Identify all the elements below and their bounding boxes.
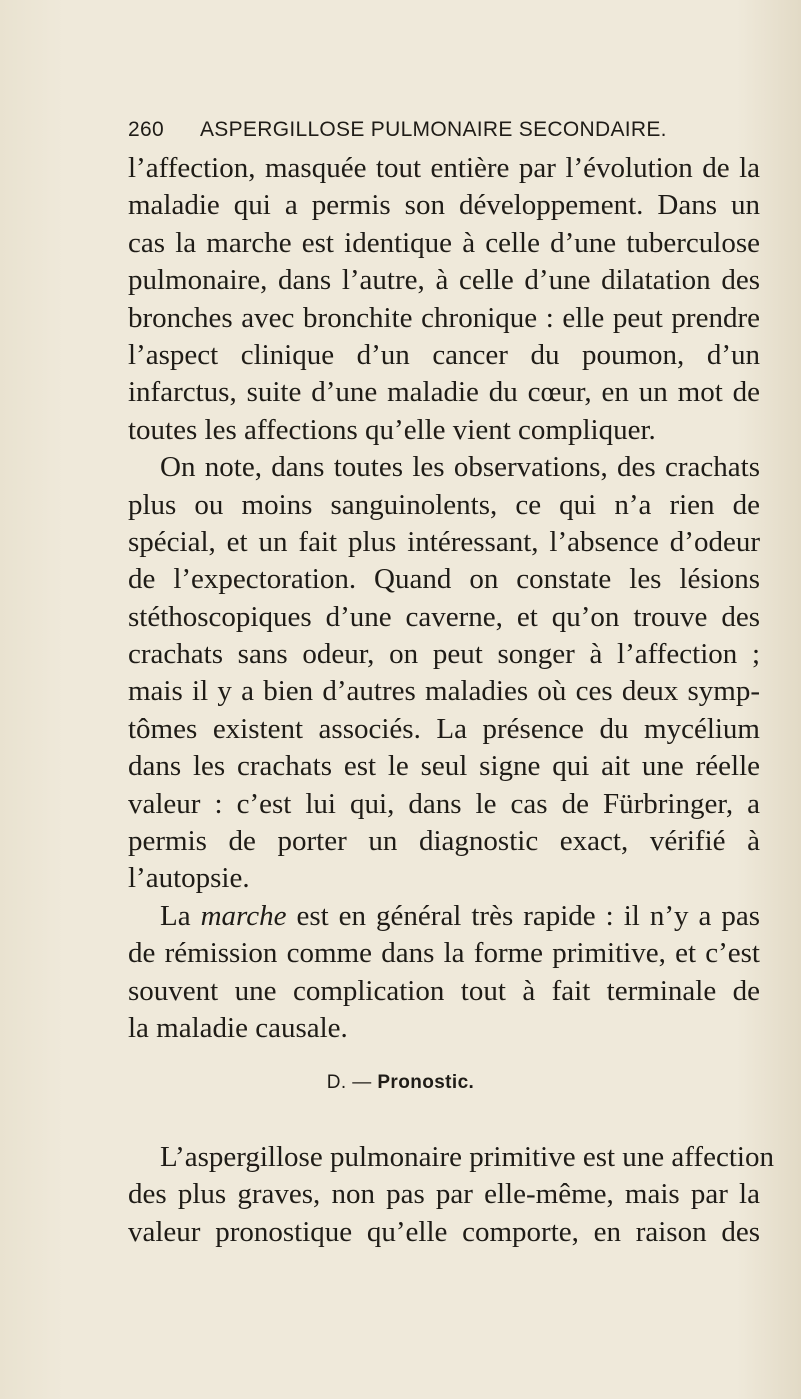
text-line: l’autopsie. <box>128 862 250 895</box>
section-heading <box>0 1072 801 1094</box>
text-line: infarctus, suite d’une maladie du cœur, en un mot de <box>128 376 760 409</box>
running-head: ASPERGILLOSE PULMONAIRE SECONDAIRE. <box>200 118 667 141</box>
text-line: l’affection, masquée tout entière par l’évolution de la <box>128 152 760 184</box>
text-line: bronches avec bronchite chronique : elle peut prendre <box>128 301 760 334</box>
text-line: spécial, et un fait plus intéressant, l’absence d’odeur <box>128 525 760 558</box>
body-text <box>128 1139 774 1251</box>
text-line: valeur pronostique qu’elle comporte, en raison des <box>128 1215 760 1248</box>
text-line: maladie qui a permis son développement. Dans un <box>128 189 760 222</box>
text-line: toutes les affections qu’elle vient compliquer. <box>128 413 656 446</box>
text-line <box>128 898 760 935</box>
page-header <box>128 118 688 144</box>
text-line: l’aspect clinique d’un cancer du poumon, d’un <box>128 338 760 371</box>
text-line: tômes existent associés. La présence du mycélium <box>128 712 760 745</box>
text-line: de l’expectoration. Quand on constate les lésions <box>128 563 760 596</box>
text-line: des plus graves, non pas par elle-même, mais par la <box>128 1178 760 1211</box>
text-line: crachats sans odeur, on peut songer à l’affection ; <box>128 638 760 671</box>
text-line: dans les crachats est le seul signe qui ait une réelle <box>128 750 760 783</box>
text-fragment: La <box>160 899 201 932</box>
text-line: stéthoscopiques d’une caverne, et qu’on trouve des <box>128 600 760 633</box>
text-line: permis de porter un diagnostic exact, vérifié à <box>128 825 760 858</box>
text-line: cas la marche est identique à celle d’une tuberculose <box>128 226 760 259</box>
text-line: la maladie causale. <box>128 1011 348 1044</box>
text-line: plus ou moins sanguinolents, ce qui n’a rien de <box>128 488 760 521</box>
text-line: On note, dans toutes les observations, des crachats <box>160 451 760 484</box>
text-line: mais il y a bien d’autres maladies où ces deux symp- <box>128 675 760 708</box>
page-number: 260 <box>128 118 164 141</box>
text-line: de rémission comme dans la forme primitive, et c’est <box>128 937 760 970</box>
text-fragment: est en général très rapide : il n’y a pas <box>286 899 760 932</box>
text-line: souvent une complication tout à fait terminale de <box>128 974 760 1007</box>
italic-term: marche <box>200 899 287 932</box>
section-label: D. — <box>326 1072 378 1093</box>
section-title: Pronostic. <box>377 1072 475 1093</box>
text-line: L’aspergillose pulmonaire primitive est une affection <box>160 1141 774 1173</box>
text-line: valeur : c’est lui qui, dans le cas de Fürbringer, a <box>128 787 760 820</box>
text-line: pulmonaire, dans l’autre, à celle d’une dilatation des <box>128 264 760 297</box>
body-text <box>128 150 760 1047</box>
